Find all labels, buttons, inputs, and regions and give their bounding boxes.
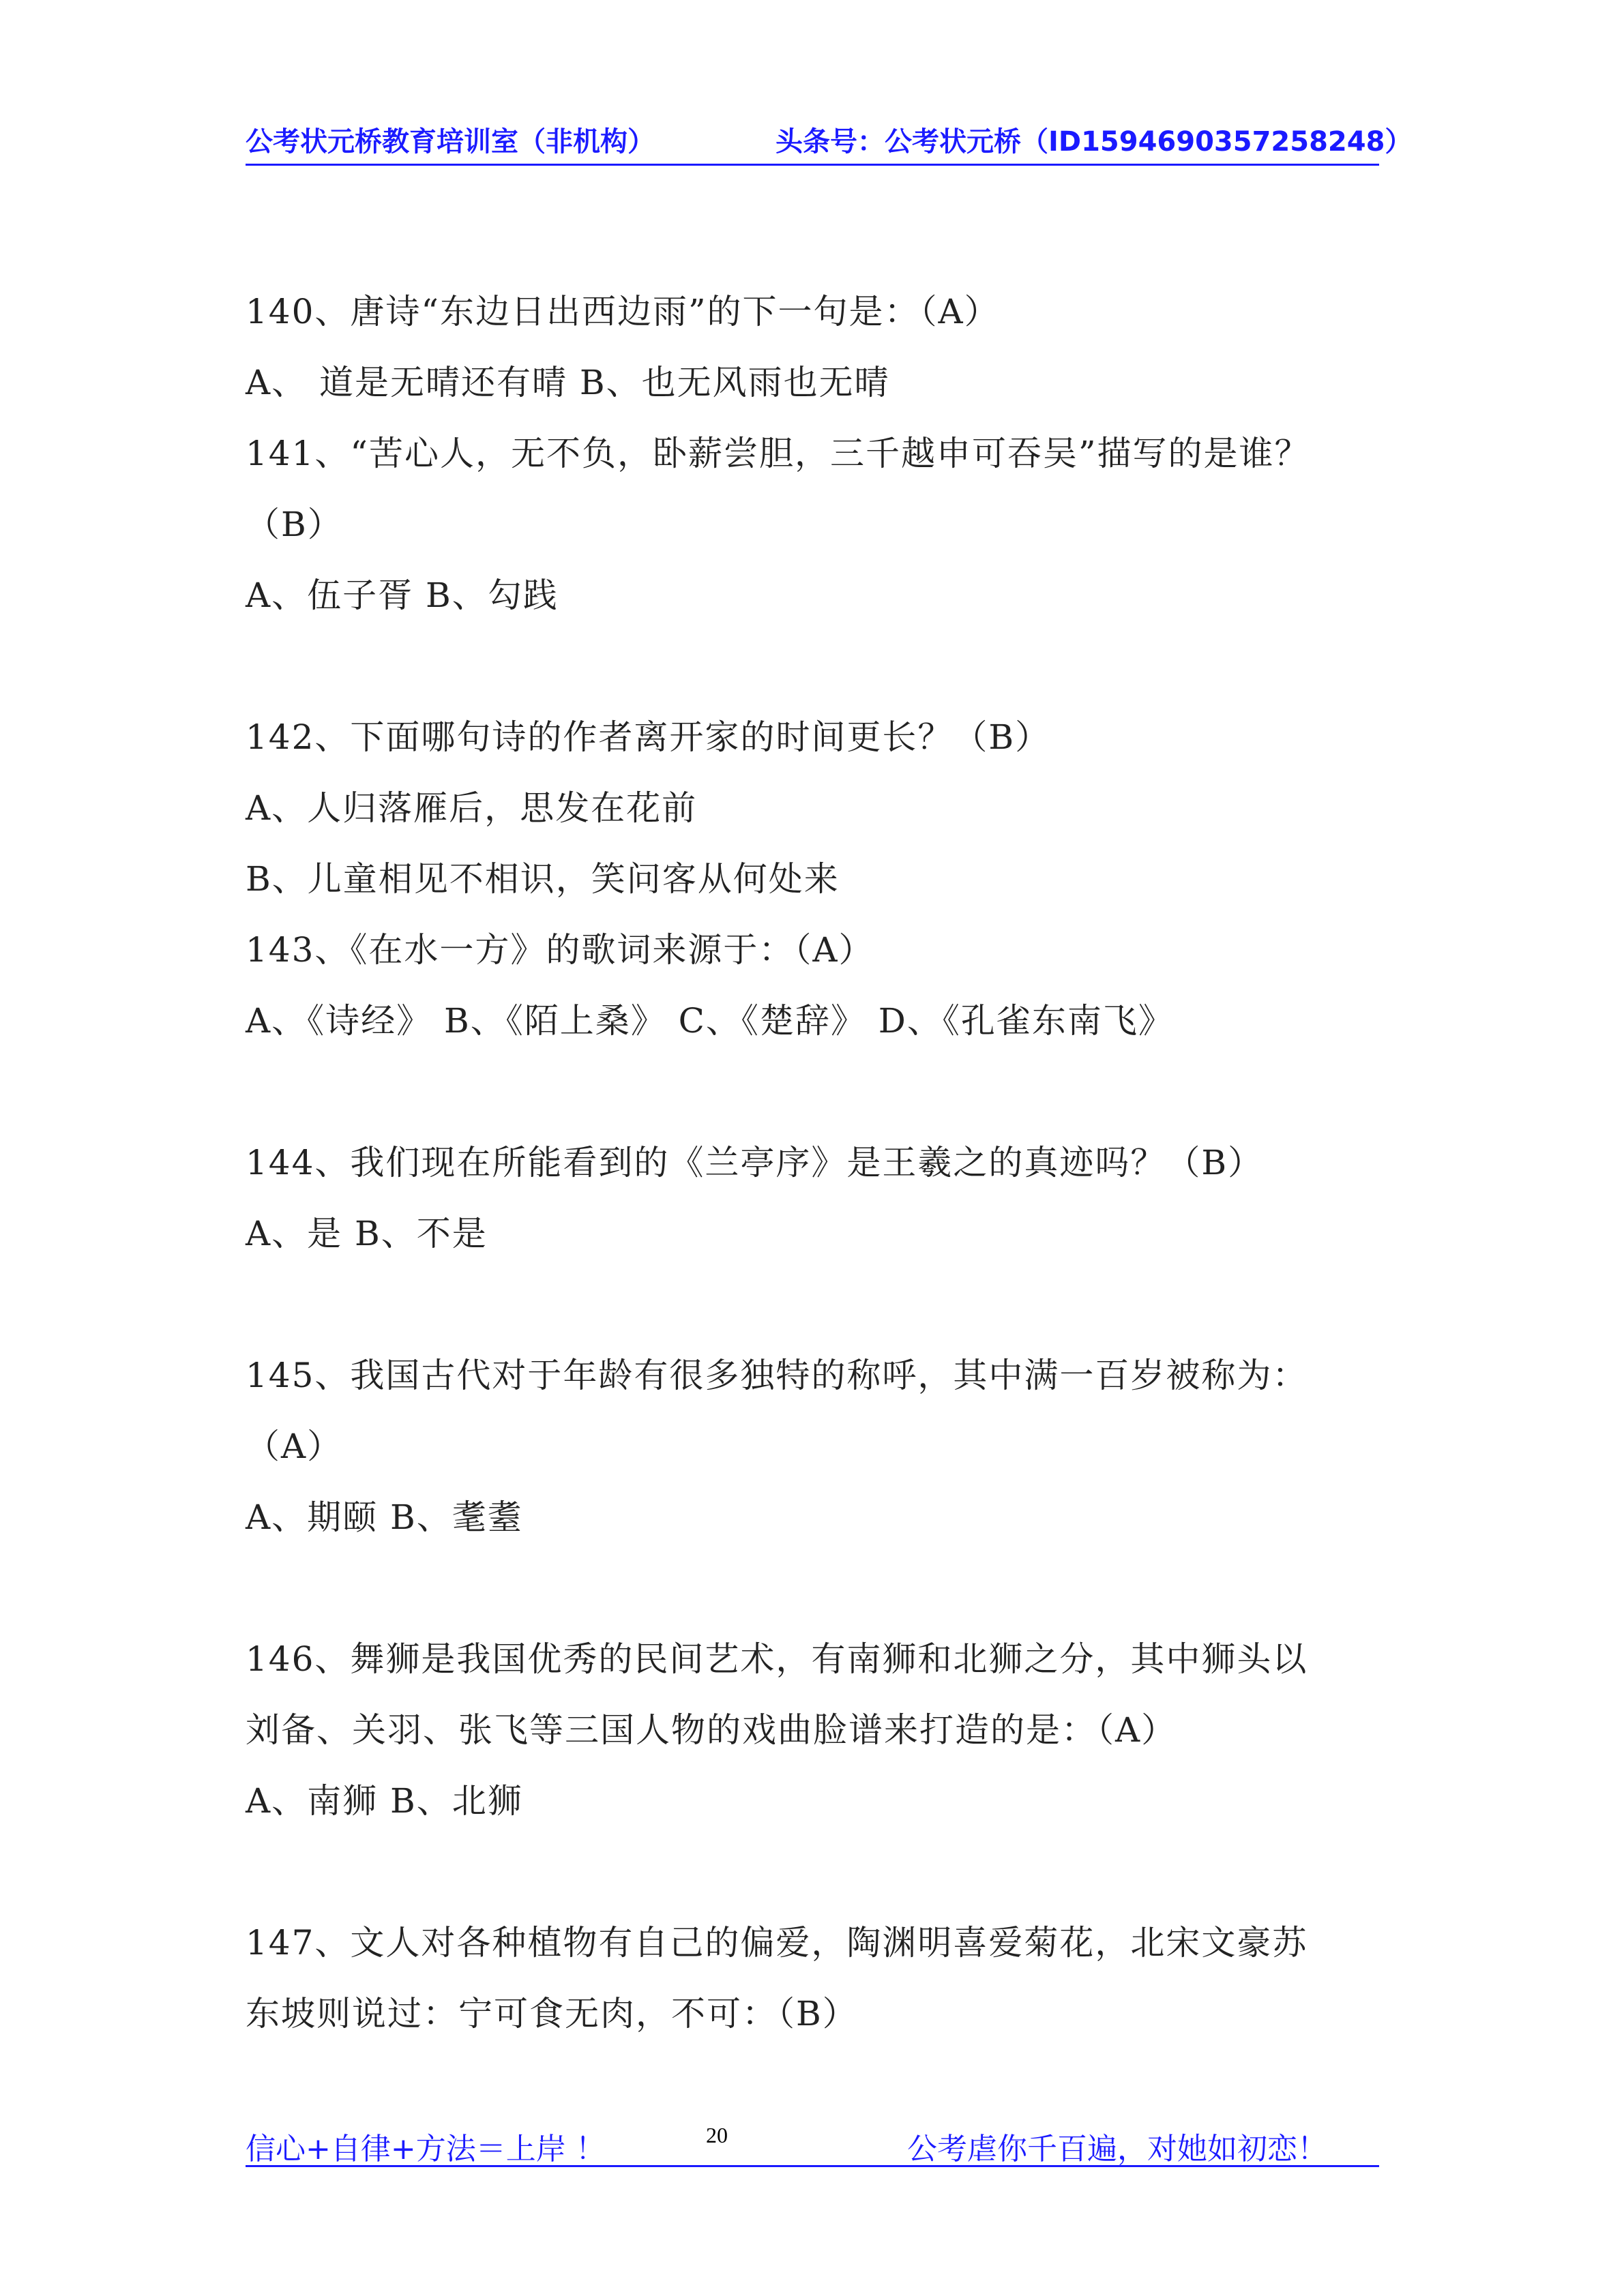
question-line: 147、文人对各种植物有自己的偏爱，陶渊明喜爱菊花，北宋文豪苏 bbox=[246, 1923, 1308, 1963]
blank-line bbox=[246, 1056, 1391, 1127]
question-line: 140、唐诗“东边日出西边雨”的下一句是：（A） bbox=[246, 292, 1000, 331]
answer-option: B、儿童相见不相识，笑问客从何处来 bbox=[246, 859, 840, 899]
page-footer bbox=[246, 2124, 1379, 2167]
question-line: 141、“苦心人，无不负，卧薪尝胆，三千越申可吞吴”描写的是谁？ bbox=[246, 434, 1310, 473]
question-list bbox=[246, 276, 1391, 2049]
answer-options: A、期颐 B、耄耋 bbox=[246, 1497, 523, 1537]
question-line: 146、舞狮是我国优秀的民间艺术，有南狮和北狮之分，其中狮头以 bbox=[246, 1639, 1308, 1679]
question-line: 143、《在水一方》的歌词来源于：（A） bbox=[246, 930, 874, 970]
footer-slogan-left: 信心+自律+方法＝上岸 ！ bbox=[246, 2132, 606, 2166]
answer-options: A、是 B、不是 bbox=[246, 1214, 488, 1253]
question-line-continued: 刘备、关羽、张飞等三国人物的戏曲脸谱来打造的是：（A） bbox=[246, 1710, 1177, 1750]
blank-line bbox=[246, 1836, 1391, 1907]
answer-options: A、南狮 B、北狮 bbox=[246, 1781, 523, 1821]
blank-line bbox=[246, 1553, 1391, 1624]
footer-slogan-right: 公考虐你千百遍，对她如初恋！ bbox=[907, 2132, 1327, 2166]
question-line: 142、下面哪句诗的作者离开家的时间更长？（B） bbox=[246, 717, 1051, 757]
blank-line bbox=[246, 1269, 1391, 1340]
answer-options: A、 道是无晴还有晴 B、也无风雨也无晴 bbox=[246, 363, 890, 402]
page-number: 20 bbox=[706, 2123, 728, 2147]
question-line: 145、我国古代对于年龄有很多独特的称呼，其中满一百岁被称为： bbox=[246, 1356, 1308, 1395]
question-answer-key: （A） bbox=[246, 1427, 343, 1466]
header-account-id: 头条号：公考状元桥（ID1594690357258248） bbox=[776, 126, 1413, 158]
blank-line bbox=[246, 631, 1391, 702]
question-answer-key: （B） bbox=[246, 505, 343, 544]
page-header bbox=[246, 116, 1413, 166]
answer-options: A、伍子胥 B、勾践 bbox=[246, 576, 559, 615]
header-org-name: 公考状元桥教育培训室（非机构） bbox=[246, 126, 655, 158]
answer-options: A、《诗经》 B、《陌上桑》 C、《楚辞》 D、《孔雀东南飞》 bbox=[246, 1001, 1174, 1041]
answer-option: A、人归落雁后，思发在花前 bbox=[246, 788, 698, 828]
question-line-continued: 东坡则说过：宁可食无肉，不可：（B） bbox=[246, 1994, 858, 2033]
question-line: 144、我们现在所能看到的《兰亭序》是王羲之的真迹吗？（B） bbox=[246, 1143, 1264, 1182]
